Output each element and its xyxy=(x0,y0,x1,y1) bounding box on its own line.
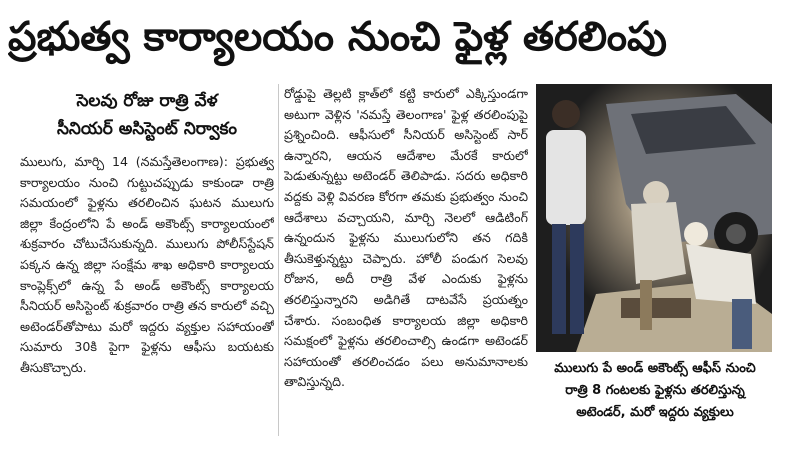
photo-caption-line1: ములుగు పే అండ్ అకౌంట్స్ ఆఫీస్ నుంచి xyxy=(554,361,756,376)
column-divider xyxy=(278,84,279,436)
news-photo xyxy=(536,84,772,352)
article-column-2: రోడ్డుపై తెల్లటి క్లాత్‌లో కట్టి కారులో ఎక్కిస్తుండగా అటుగా వెళ్లిన 'నమస్తే తెలంగాణ' ఫైళ్ల తరలింపుపై ప్రశ్నించింది. ఆఫీసులో సీనియర్ అసిస్టెంట్ సార్ ఉన్నారని, ఆయన ఆదేశాల మేరకే కారులో పెడుతున్నట్టు అటెండర్ తెలిపాడు. సదరు అధికారి వద్దకు వెళ్లి వివరణ కోరగా తమకు ప్రభుత్వం నుంచి ఆదేశాలు వచ్చాయని, మార్చి నెలలో ఆడిటింగ్ ఉన్నందున ఫైళ్లను ములుగులోని తన గదికి తీసుకెళ్తున్నట్టు చెప్పారు. హోలీ పండుగ సెలవు రోజున, అదీ రాత్రి వేళ ఎందుకు ఫైళ్లను తరలిస్తున్నారని అడిగితే దాటవేసే ప్రయత్నం చేశారు. సంబంధిత కార్యాలయ జిల్లా అధికారి సమక్షంలో ఫైళ్లను తరలించాల్సి ఉండగా అటెండర్ సహాయంతో తరలించడం పలు అనుమానాలకు తావిస్తున్నది. xyxy=(284,86,528,390)
subheadline-line2: సీనియర్ అసిస్టెంట్ నిర్వాకం xyxy=(56,119,237,139)
photo-illustration xyxy=(536,84,772,352)
article-column-1: ములుగు, మార్చి 14 (నమస్తేతెలంగాణ): ప్రభుత్వ కార్యాలయం నుంచి గుట్టుచప్పుడు కాకుండా రాత్రి సమయంలో ఫైళ్లను తరలించిన ఘటన ములుగు జిల్లా కేంద్రంలోని పే అండ్ అకౌంట్స్ కార్యాలయంలో శుక్రవారం చోటుచేసుకున్నది. ములుగు పోలీస్‌స్టేషన్ పక్కన ఉన్న జిల్లా సంక్షేమ శాఖ అధికారి కార్యాలయ కాంప్లెక్స్‌లో ఉన్న పే అండ్ అకౌంట్స్ కార్యాలయ సీనియర్ అసిస్టెంట్ శుక్రవారం రాత్రి తన కారులో వచ్చి అటెండర్‌తోపాటు మరో ఇద్దరు వ్యక్తుల సహాయంతో సుమారు 30కి పైగా ఫైళ్లను ఆఫీసు బయటకు తీసుకొచ్చారు. xyxy=(20,154,274,375)
photo-caption-line3: అటెండర్, మరో ఇద్దరు వ్యక్తులు xyxy=(576,405,734,420)
headline: ప్రభుత్వ కార్యాలయం నుంచి ఫైళ్ల తరలింపు xyxy=(8,14,667,60)
photo-caption-line2: రాత్రి 8 గంటలకు ఫైళ్లను తరలిస్తున్న xyxy=(565,383,745,398)
photo-caption xyxy=(530,358,780,424)
subheadline-line1: సెలవు రోజు రాత్రి వేళ xyxy=(76,91,218,111)
